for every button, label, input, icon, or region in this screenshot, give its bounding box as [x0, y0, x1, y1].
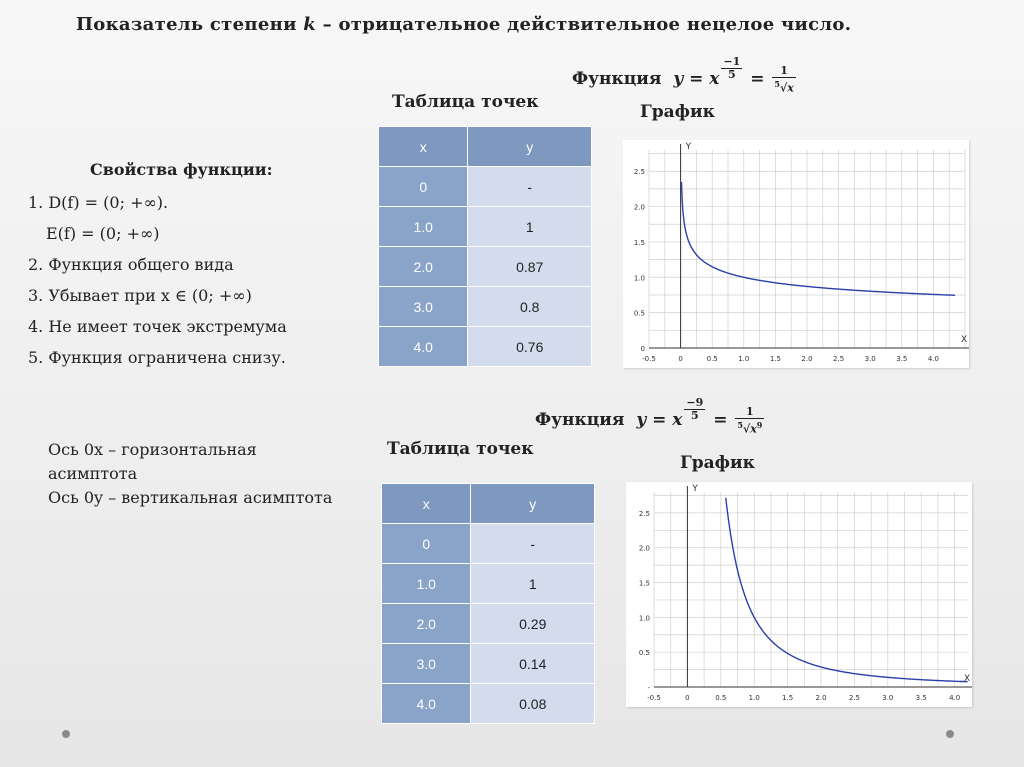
x-tick-label: 0.5 [715, 694, 727, 702]
property-item: 1. D(f) = (0; +∞). [28, 193, 169, 212]
table2-header-y: y [471, 484, 595, 524]
x-tick-label: -0.5 [647, 694, 661, 702]
table1-label: Таблица точек [392, 92, 539, 112]
function2-title: Функция y = x $\frac{-9}{5}$ = $\frac{1}{^5√x^9}$ [535, 396, 763, 436]
properties-title: Свойства функции: [90, 160, 273, 179]
function1-title: Функция y = x $\frac{-1}{5}$ = $\frac{1}{^5√x}$ [572, 55, 794, 95]
x-tick-label: 1.0 [748, 694, 760, 702]
nav-dot-left [62, 730, 70, 738]
y-tick-label: 0 [640, 345, 645, 353]
x-tick-label: 0.5 [706, 355, 718, 363]
property-item: 3. Убывает при x ∈ (0; +∞) [28, 286, 252, 305]
x-tick-label: 3.0 [864, 355, 876, 363]
y-axis-label: Y [685, 142, 692, 152]
x-tick-label: 1.0 [738, 355, 750, 363]
function-curve [682, 182, 956, 295]
x-tick-label: -0.5 [642, 355, 656, 363]
y-tick-label: 1.5 [638, 579, 650, 588]
x-tick-label: 2.5 [833, 355, 845, 363]
table-row: 4.0 0.76 [379, 327, 592, 367]
y-tick-label: - [647, 684, 650, 692]
properties [28, 160, 348, 379]
x-tick-label: 3.0 [882, 694, 894, 702]
slide-title: Показатель степени k – отрицательное действительное нецелое число. [76, 14, 852, 35]
y-axis-label: Y [692, 484, 698, 494]
property-item: 4. Не имеет точек экстремума [28, 317, 287, 336]
x-tick-label: 2.5 [848, 694, 860, 702]
function-curve [726, 498, 971, 684]
nav-dot-right [946, 730, 954, 738]
graph2-label: График [680, 453, 755, 473]
y-tick-label: 1.5 [633, 238, 645, 247]
y-tick-label: 2.5 [633, 168, 645, 177]
asymptote-horizontal: Ось 0x – горизонтальная асимптота [48, 440, 257, 483]
graph1 [623, 140, 969, 368]
y-tick-label: 2.5 [638, 509, 650, 518]
x-tick-label: 0 [685, 694, 690, 702]
table-row: 0 - [379, 167, 592, 207]
table2-label: Таблица точек [387, 439, 534, 459]
x-tick-label: 2.0 [801, 355, 813, 363]
table1 [378, 126, 592, 367]
x-tick-label: 1.5 [769, 355, 781, 363]
x-tick-label: 0 [678, 355, 683, 363]
asymptotes [48, 438, 348, 510]
x-tick-label: 1.5 [782, 694, 794, 702]
table2 [381, 483, 595, 724]
graph1-label: График [640, 102, 715, 122]
y-tick-label: 2.0 [638, 544, 650, 553]
table-row: 4.0 0.08 [382, 684, 595, 724]
table1-header-y: y [468, 127, 592, 167]
x-tick-label: 4.0 [927, 355, 939, 363]
graph2 [626, 482, 972, 707]
table1-header-x: x [379, 127, 468, 167]
x-tick-label: 3.5 [896, 355, 908, 363]
x-axis-label: X [964, 674, 971, 684]
property-item: 2. Функция общего вида [28, 255, 234, 274]
x-tick-label: 4.0 [949, 694, 961, 702]
table-row: 0 - [382, 524, 595, 564]
table-row: 1.0 1 [379, 207, 592, 247]
y-tick-label: 0.5 [633, 309, 645, 318]
table-row: 3.0 0.8 [379, 287, 592, 327]
table-row: 2.0 0.29 [382, 604, 595, 644]
property-item: E(f) = (0; +∞) [46, 224, 160, 243]
x-tick-label: 3.5 [915, 694, 927, 702]
y-tick-label: 2.0 [633, 203, 645, 212]
x-tick-label: 2.0 [815, 694, 827, 702]
y-tick-label: 1.0 [633, 274, 645, 283]
table-row: 3.0 0.14 [382, 644, 595, 684]
table-row: 1.0 1 [382, 564, 595, 604]
table2-header-x: x [382, 484, 471, 524]
y-tick-label: 0.5 [638, 649, 650, 658]
x-axis-label: X [961, 335, 968, 345]
property-item: 5. Функция ограничена снизу. [28, 348, 286, 367]
table-row: 2.0 0.87 [379, 247, 592, 287]
asymptote-vertical: Ось 0y – вертикальная асимптота [48, 488, 333, 507]
y-tick-label: 1.0 [638, 614, 650, 623]
